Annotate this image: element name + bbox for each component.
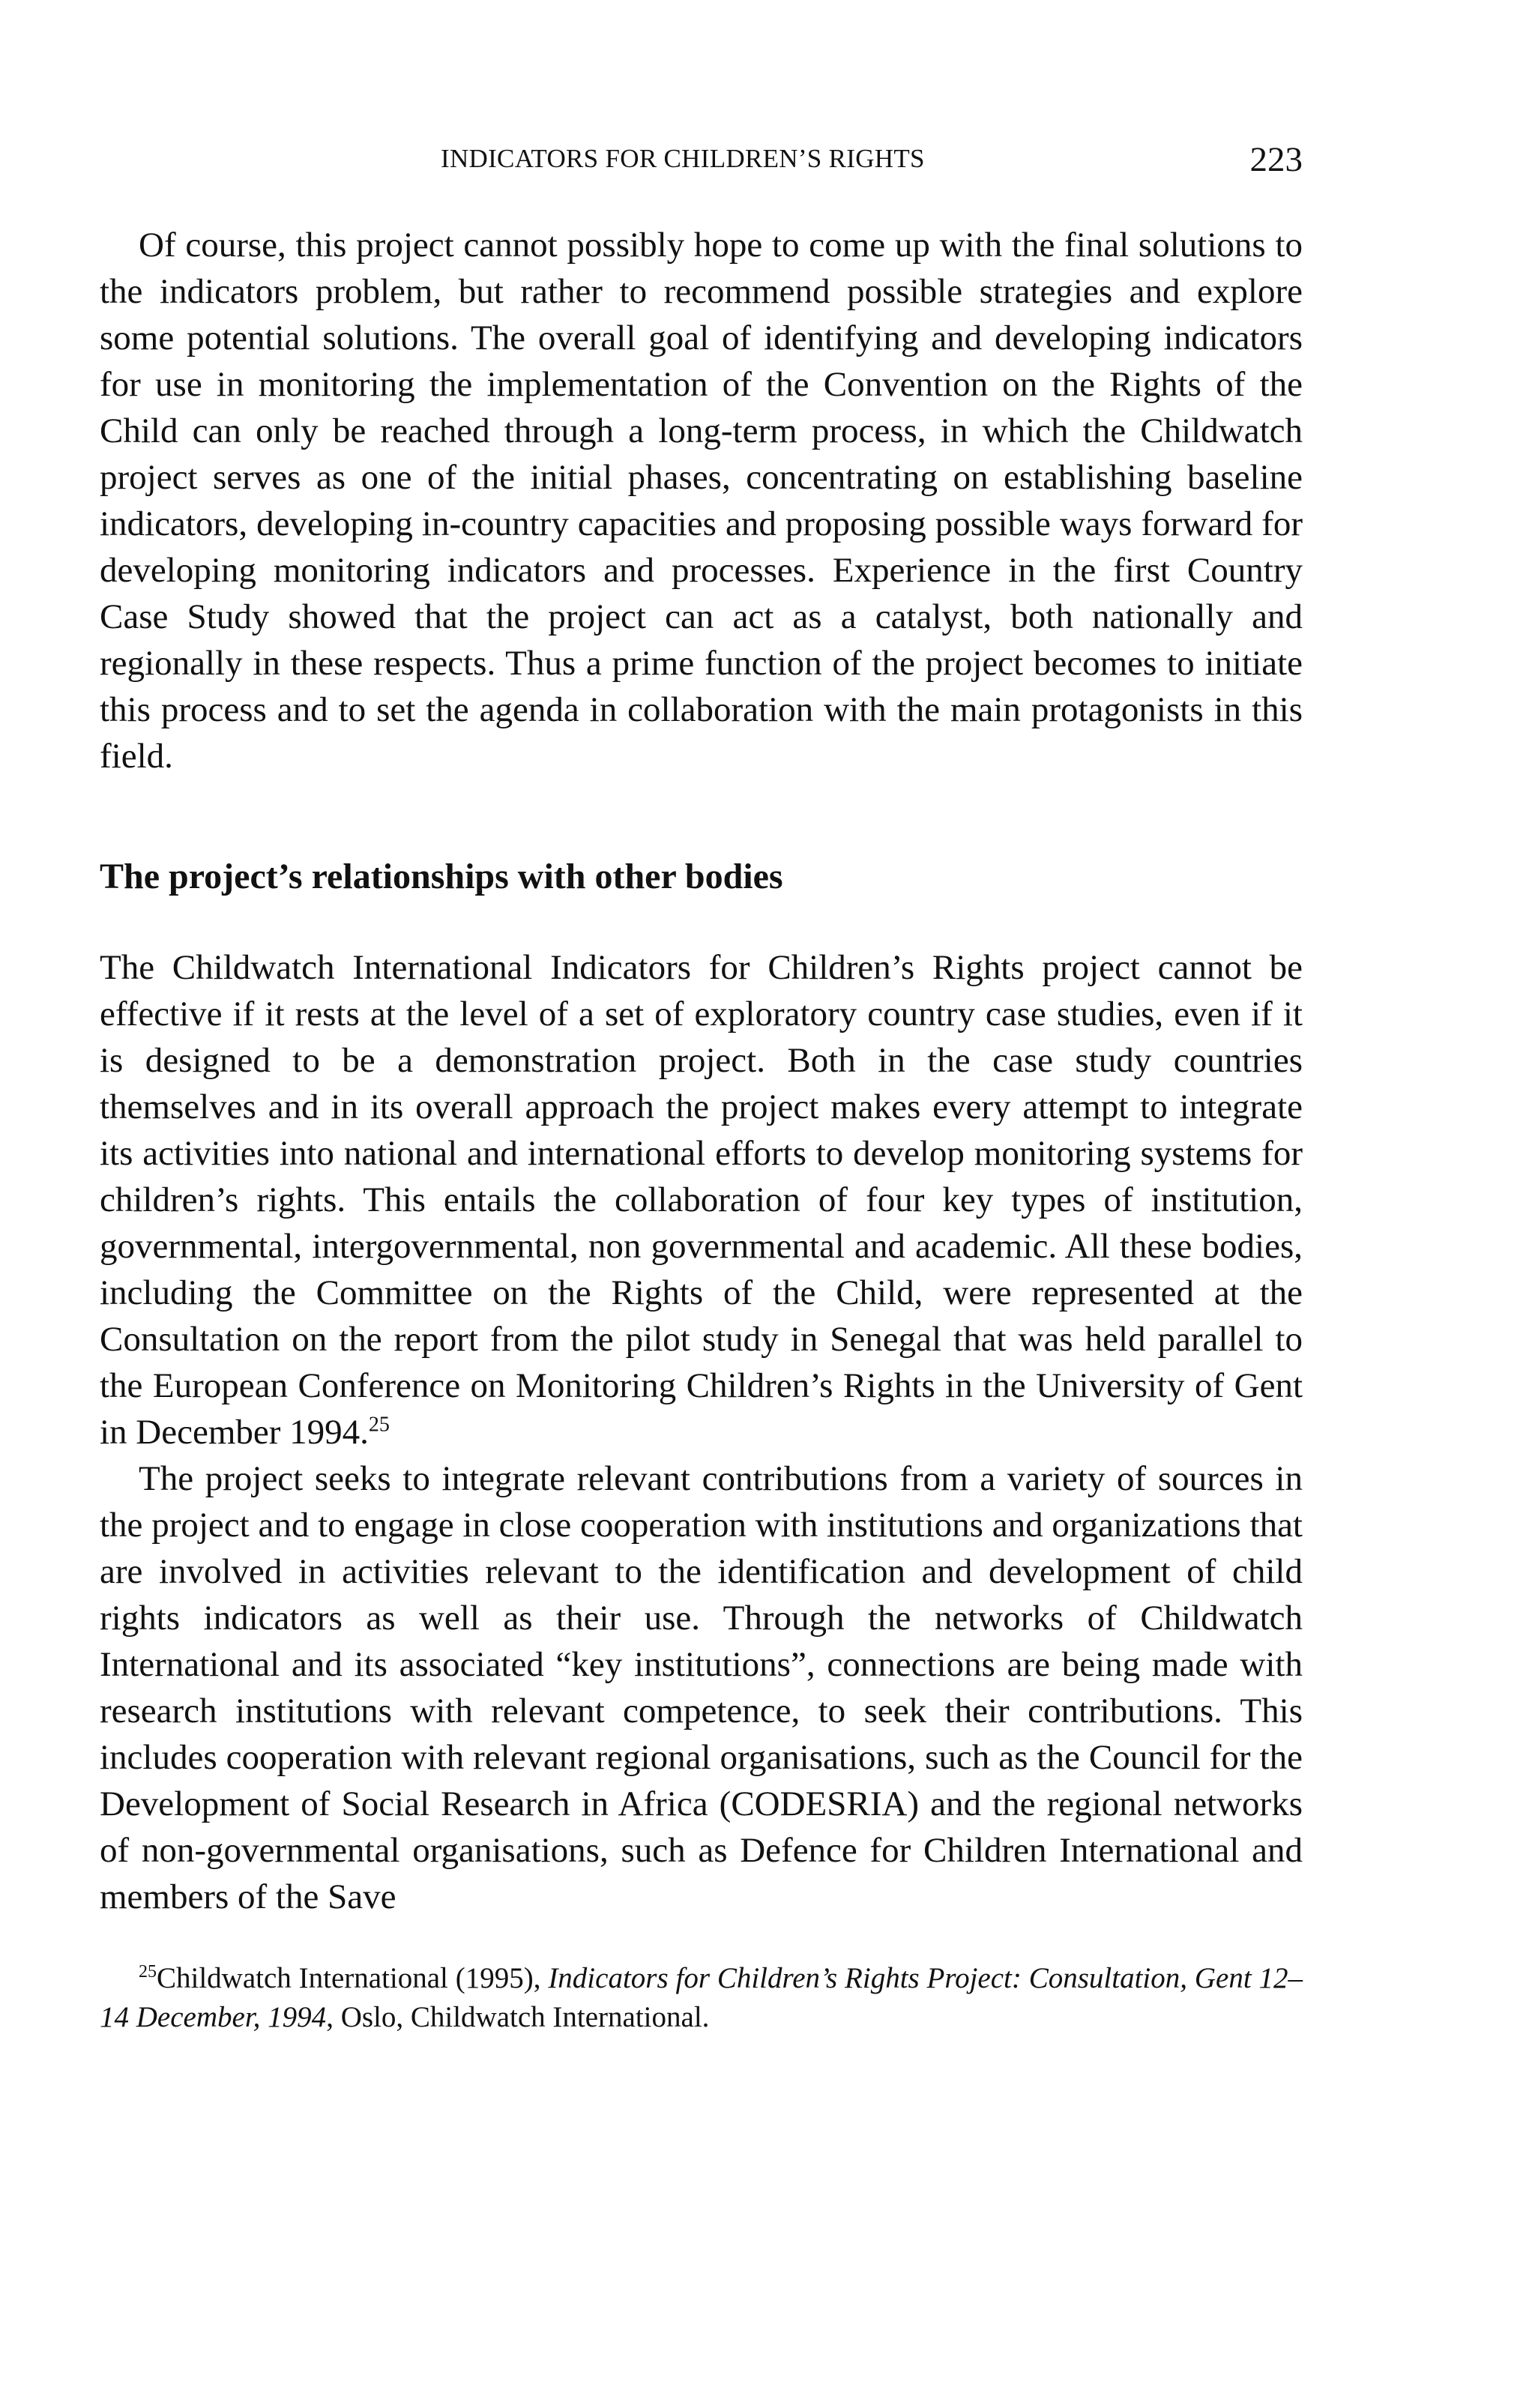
footnote-lead: Childwatch International (1995), — [157, 1962, 549, 1994]
paragraph-3: The project seeks to integrate relevant contributions from a variety of sources in the project and to engage in close cooperation with institutions and organizations that are involved in activities relevant to the identification and development of child rights indicators as well as their use. Through the networks of Childwatch International and its associated “key institutions”, connections are being made with research institutions with relevant competence, to seek their contributions. This includes cooperation with relevant regional organisations, such as the Council for the Development of Social Research in Africa (CODESRIA) and the regional networks of non-governmental organisations, such as Defence for Children International and members of the Save — [100, 1459, 1303, 1916]
paragraph-2 — [100, 944, 1303, 1455]
paragraph-1: Of course, this project cannot possibly hope to come up with the final solutions to the indicators problem, but rather to recommend possible strategies and explore some potential solutions. The overall goal of identifying and developing indicators for use in monitoring the implementation of the Convention on the Rights of the Child can only be reached through a long-term process, in which the Childwatch project serves as one of the initial phases, concentrating on establishing baseline indicators, developing in-country capacities and proposing possible ways forward for developing monitoring indicators and processes. Experience in the first Country Case Study showed that the project can act as a catalyst, both nationally and regionally in these respects. Thus a prime function of the project becomes to initiate this process and to set the agenda in collaboration with the main protagonists in this field. — [100, 226, 1303, 776]
footnote-number: 25 — [139, 1962, 157, 1982]
footnote — [100, 1959, 1303, 2037]
footnote-tail: , Oslo, Childwatch International. — [326, 2001, 710, 2033]
page — [100, 135, 1303, 2037]
paragraph-2-text: The Childwatch International Indicators for Children’s Rights project cannot be effective if it rests at the level of a set of exploratory country case studies, even if it is designed to be a demonstration project. Both in the case study countries themselves and in its overall approach the project makes every attempt to integrate its activities into national and international efforts to develop monitoring systems for children’s rights. This entails the collaboration of four key types of institution, governmental, intergovernmental, non governmental and academic. All these bodies, including the Committee on the Rights of the Child, were represented at the Consultation on the report from the pilot study in Senegal that was held parallel to the European Conference on Monitoring Children’s Rights in the University of Gent in December 1994. — [100, 948, 1303, 1452]
running-title: INDICATORS FOR CHILDREN’S RIGHTS — [441, 144, 925, 173]
page-number: 223 — [1249, 140, 1303, 179]
running-header — [100, 135, 1303, 187]
section-heading: The project’s relationships with other bodies — [100, 857, 783, 896]
footnote-title: Indicators for Children’s Rights Project: Consultation, Gent 12–14 December, 1994 — [100, 1962, 1303, 2033]
footnote-reference: 25 — [368, 1413, 390, 1437]
